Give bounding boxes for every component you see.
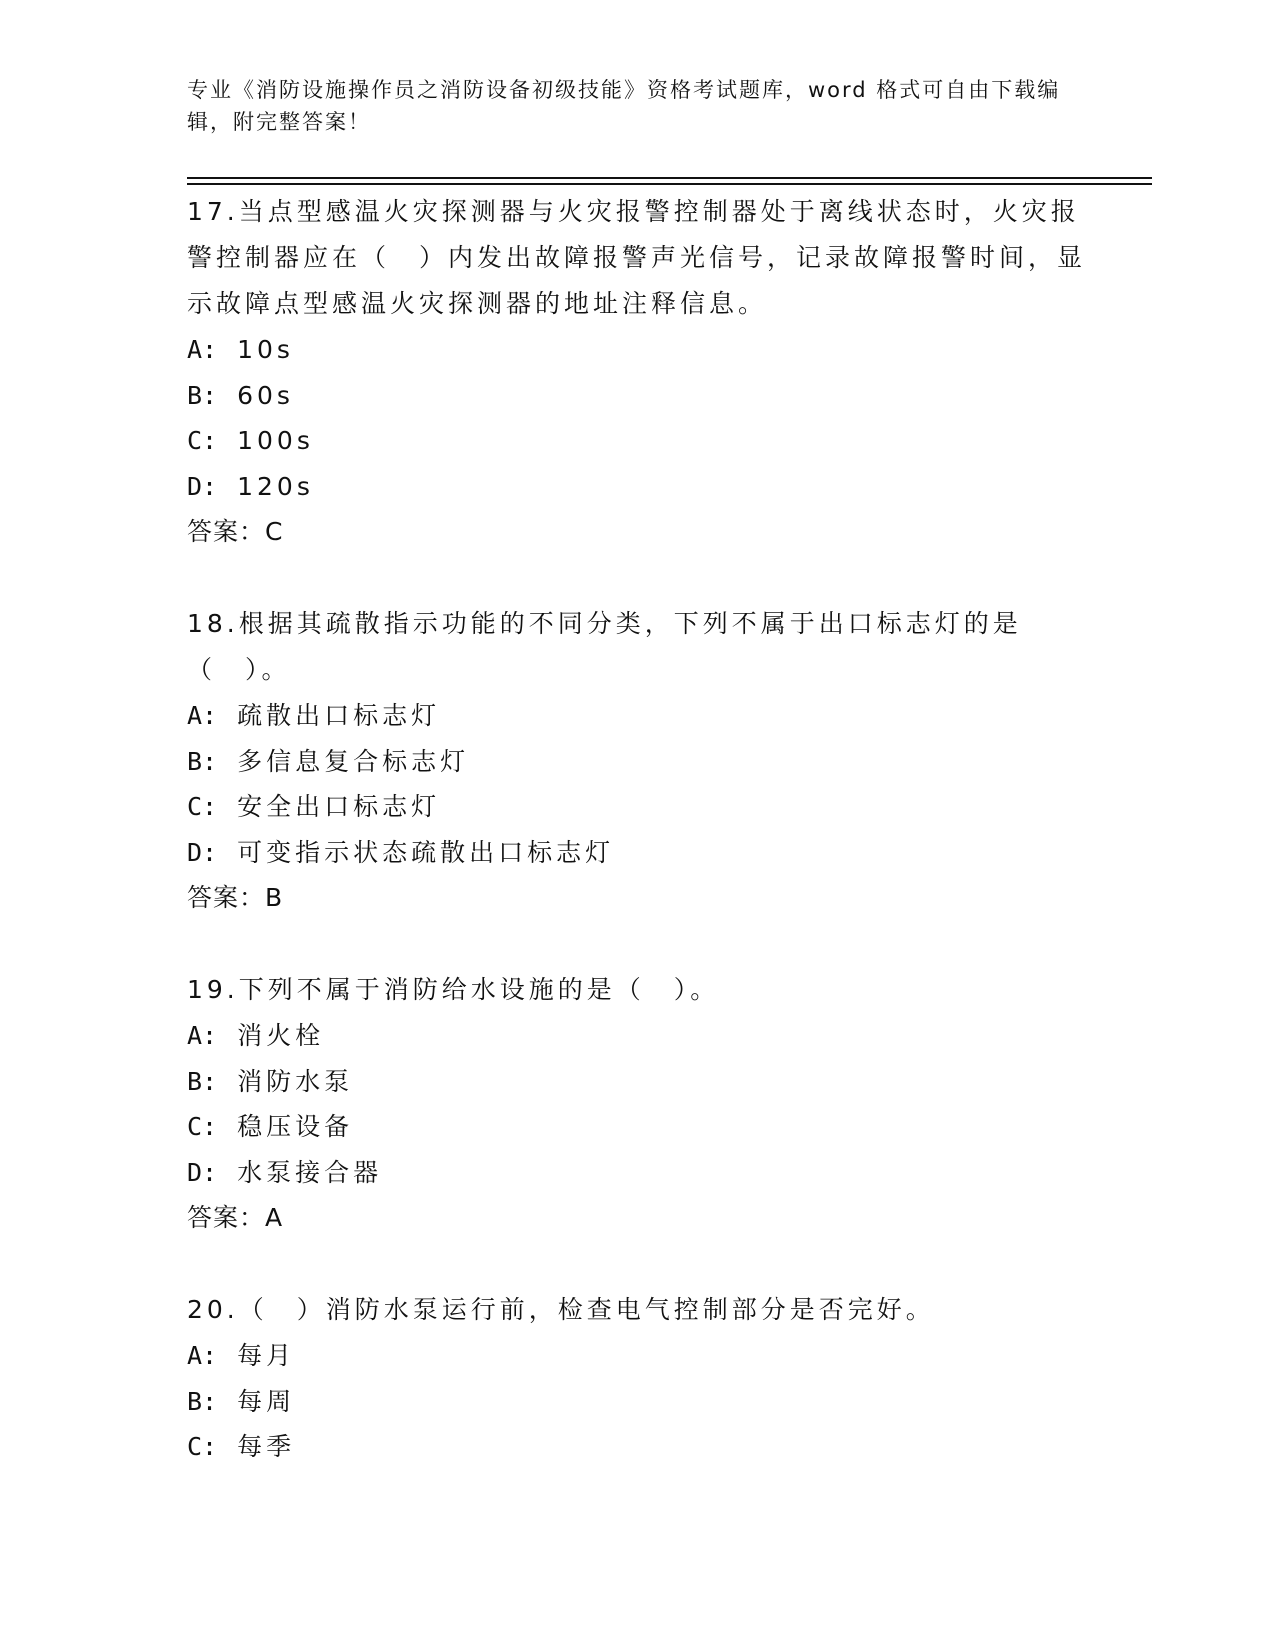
option-text: 可变指示状态疏散出口标志灯 bbox=[237, 837, 615, 867]
question-list bbox=[187, 189, 1087, 1516]
question-17 bbox=[187, 189, 1087, 555]
option-text: 每季 bbox=[237, 1432, 296, 1461]
question-18 bbox=[187, 601, 1087, 921]
option-text: 60s bbox=[237, 380, 294, 410]
option-a bbox=[187, 693, 1087, 739]
option-d bbox=[187, 1150, 1087, 1196]
option-text: 120s bbox=[237, 471, 314, 501]
option-letter: B: bbox=[187, 1066, 218, 1096]
option-b bbox=[187, 373, 1087, 419]
option-d bbox=[187, 464, 1087, 510]
option-c bbox=[187, 1424, 1087, 1470]
option-b bbox=[187, 1379, 1087, 1425]
option-letter: B: bbox=[187, 746, 218, 776]
option-c bbox=[187, 784, 1087, 830]
option-letter: C: bbox=[187, 1432, 218, 1461]
option-text: 疏散出口标志灯 bbox=[237, 701, 441, 730]
option-c bbox=[187, 418, 1087, 464]
header-divider-bottom bbox=[187, 183, 1152, 185]
option-text: 每月 bbox=[237, 1341, 296, 1370]
option-letter: C: bbox=[187, 426, 218, 455]
option-a bbox=[187, 1013, 1087, 1059]
option-letter: C: bbox=[187, 1112, 218, 1141]
option-letter: B: bbox=[187, 1386, 218, 1416]
option-letter: D: bbox=[187, 1157, 218, 1187]
option-b bbox=[187, 739, 1087, 785]
question-19 bbox=[187, 967, 1087, 1241]
question-stem: 20.（ ）消防水泵运行前，检查电气控制部分是否完好。 bbox=[187, 1295, 935, 1324]
option-text: 水泵接合器 bbox=[237, 1157, 383, 1187]
option-d bbox=[187, 830, 1087, 876]
answer-label: 答案：A bbox=[187, 1203, 284, 1232]
question-20 bbox=[187, 1287, 1087, 1470]
option-c bbox=[187, 1104, 1087, 1150]
option-text: 每周 bbox=[237, 1386, 296, 1416]
option-text: 消火栓 bbox=[237, 1021, 325, 1050]
option-text: 100s bbox=[237, 426, 314, 455]
question-stem: 19.下列不属于消防给水设施的是（ ）。 bbox=[187, 975, 720, 1004]
option-text: 10s bbox=[237, 335, 294, 364]
option-letter: A: bbox=[187, 1021, 218, 1050]
option-a bbox=[187, 1333, 1087, 1379]
question-stem: 18.根据其疏散指示功能的不同分类，下列不属于出口标志灯的是（ ）。 bbox=[187, 609, 1022, 684]
option-letter: D: bbox=[187, 471, 218, 501]
option-text: 消防水泵 bbox=[237, 1066, 354, 1096]
option-letter: C: bbox=[187, 792, 218, 821]
option-text: 安全出口标志灯 bbox=[237, 792, 441, 821]
question-stem: 17.当点型感温火灾探测器与火灾报警控制器处于离线状态时，火灾报警控制器应在（ ）内发出故障报警声光信号，记录故障报警时间，显示故障点型感温火灾探测器的地址注释信息。 bbox=[187, 197, 1087, 318]
option-b bbox=[187, 1059, 1087, 1105]
document-header: 专业《消防设施操作员之消防设备初级技能》资格考试题库，word 格式可自由下载编辑，附完整答案！ bbox=[187, 78, 1061, 134]
option-text: 多信息复合标志灯 bbox=[237, 746, 470, 776]
option-letter: A: bbox=[187, 335, 218, 364]
option-letter: A: bbox=[187, 701, 218, 730]
option-letter: A: bbox=[187, 1341, 218, 1370]
header-divider-top bbox=[187, 177, 1152, 179]
answer-label: 答案：C bbox=[187, 517, 284, 546]
option-letter: B: bbox=[187, 380, 218, 410]
answer-label: 答案：B bbox=[187, 883, 284, 912]
option-letter: D: bbox=[187, 837, 218, 867]
option-a bbox=[187, 327, 1087, 373]
option-text: 稳压设备 bbox=[237, 1112, 354, 1141]
